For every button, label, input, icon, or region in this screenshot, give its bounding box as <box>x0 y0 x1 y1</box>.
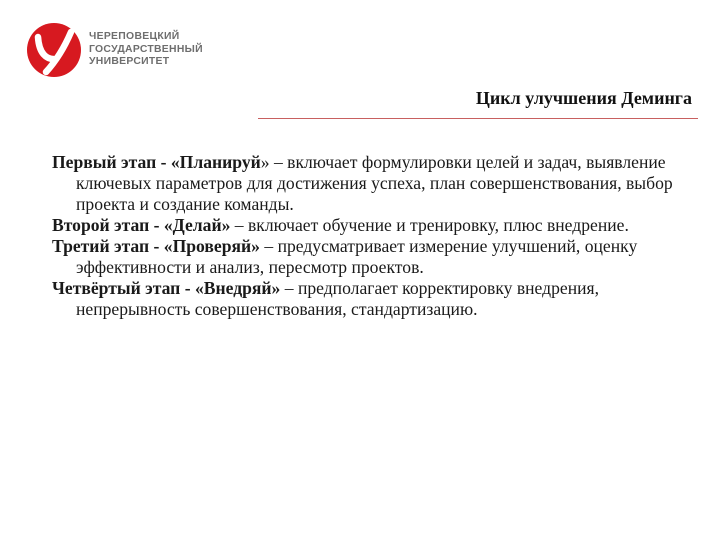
university-logo <box>26 22 216 78</box>
stage-do-text: – включает обучение и тренировку, плюс внедрение. <box>230 215 629 235</box>
stage-plan-lead: Первый этап - «Планируй <box>52 152 261 172</box>
stage-check-lead: Третий этап - «Проверяй» <box>52 236 260 256</box>
slide-title: Цикл улучшения Деминга <box>475 88 692 108</box>
university-emblem-icon <box>26 22 82 78</box>
stage-do-lead: Второй этап - «Делай» <box>52 215 231 235</box>
stage-plan <box>52 152 692 215</box>
stage-do <box>52 215 692 236</box>
title-divider <box>258 118 698 119</box>
stage-plan-text: – включает формулировки целей и задач, выявление ключевых параметров для достижения успеха, план совершенствования, выбор проекта и создание команды. <box>76 152 673 214</box>
stage-act <box>52 278 692 320</box>
stage-act-lead: Четвёртый этап - «Внедряй» <box>52 278 281 298</box>
stage-act-text: – предполагает корректировку внедрения, непрерывность совершенствования, стандартизацию. <box>76 278 600 319</box>
logo-line-2: ГОСУДАРСТВЕННЫЙ <box>89 43 203 55</box>
stage-plan-close: » <box>260 152 270 172</box>
stage-check-text: – предусматривает измерение улучшений, оценку эффективности и анализ, пересмотр проектов. <box>76 236 638 277</box>
slide-body <box>52 152 692 320</box>
logo-wordmark <box>89 31 203 69</box>
stage-check <box>52 236 692 278</box>
logo-line-3: УНИВЕРСИТЕТ <box>89 56 170 67</box>
logo-line-1: ЧЕРЕПОВЕЦКИЙ <box>89 31 180 42</box>
